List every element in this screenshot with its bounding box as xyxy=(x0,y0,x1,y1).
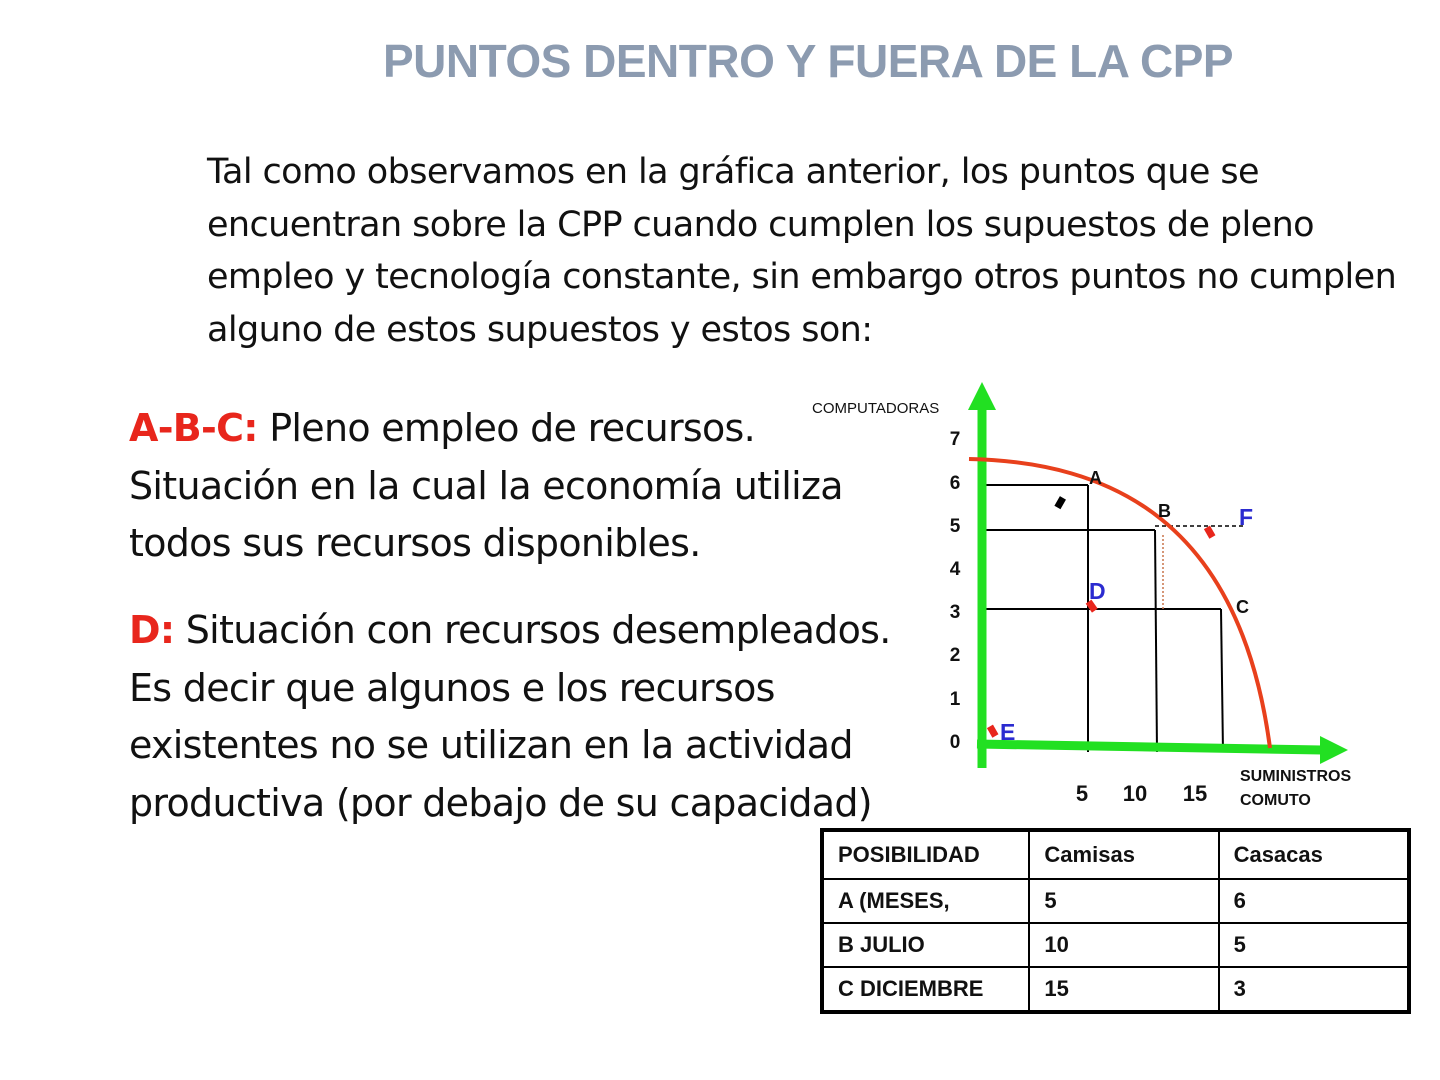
y-axis-arrow-icon xyxy=(968,382,996,410)
y-axis-label: COMPUTADORAS xyxy=(812,400,940,417)
abc-text: Pleno empleo de recursos. Situación en la cual la economía utiliza todos sus recursos disponibles. xyxy=(129,406,843,565)
table-header-cell: Camisas xyxy=(1029,830,1218,879)
point-d-label: D xyxy=(1089,578,1106,604)
table-row xyxy=(822,967,1409,1012)
x-axis-label-line2: COMUTO xyxy=(1240,792,1311,809)
table-row xyxy=(822,879,1409,923)
table-cell: 15 xyxy=(1029,967,1218,1012)
x-tick-label: 5 xyxy=(1075,781,1089,806)
intro-paragraph: Tal como observamos en la gráfica anterior, los puntos que se encuentran sobre la CPP cuando cumplen los supuestos de pleno empleo y tecnología constante, sin embargo otros puntos no cumplen alguno de estos supuestos y estos son: xyxy=(207,152,1397,350)
x-axis-label-line1: SUMINISTROS xyxy=(1240,768,1352,785)
ppf-curve xyxy=(969,459,1270,748)
table-header-row xyxy=(822,830,1409,879)
x-axis-arrow-icon xyxy=(1320,736,1348,764)
y-tick-label: 6 xyxy=(949,473,961,494)
table-cell: 10 xyxy=(1029,923,1218,967)
y-tick-label: 4 xyxy=(949,559,961,580)
black-point-marker xyxy=(1054,496,1066,509)
table-cell: 6 xyxy=(1219,879,1409,923)
point-a-label: A xyxy=(1089,468,1102,488)
table-cell: A (MESES, xyxy=(822,879,1029,923)
table-header-cell: Casacas xyxy=(1219,830,1409,879)
table-cell: 3 xyxy=(1219,967,1409,1012)
table-row xyxy=(822,923,1409,967)
y-tick-label: 2 xyxy=(949,645,961,666)
point-b-label: B xyxy=(1158,501,1171,521)
y-tick-label: 7 xyxy=(949,429,961,450)
table-cell: C DICIEMBRE xyxy=(822,967,1029,1012)
y-tick-label: 0 xyxy=(949,732,961,753)
table-header-cell: POSIBILIDAD xyxy=(822,830,1029,879)
d-text: Situación con recursos desempleados. Es decir que algunos e los recursos existentes no se utilizan en la actividad productiva (por debajo de su capacidad) xyxy=(129,608,891,825)
table-cell: 5 xyxy=(1029,879,1218,923)
point-f-label: F xyxy=(1239,504,1254,530)
y-tick-label: 1 xyxy=(949,689,961,710)
table-cell: B JULIO xyxy=(822,923,1029,967)
grid-lines xyxy=(982,485,1223,752)
x-tick-label: 15 xyxy=(1182,781,1208,806)
point-c-label: C xyxy=(1236,597,1249,617)
y-tick-label: 3 xyxy=(949,602,961,623)
slide-title: PUNTOS DENTRO Y FUERA DE LA CPP xyxy=(383,35,1234,87)
e-point-marker xyxy=(987,725,999,738)
f-point-marker xyxy=(1204,526,1216,539)
d-label: D: xyxy=(129,608,175,652)
possibilities-table xyxy=(820,828,1411,1014)
axes xyxy=(968,382,1348,768)
x-tick-label: 10 xyxy=(1122,781,1148,806)
point-e-label: E xyxy=(1000,719,1016,745)
y-tick-label: 5 xyxy=(949,516,961,537)
abc-label: A-B-C: xyxy=(129,406,258,450)
table-cell: 5 xyxy=(1219,923,1409,967)
